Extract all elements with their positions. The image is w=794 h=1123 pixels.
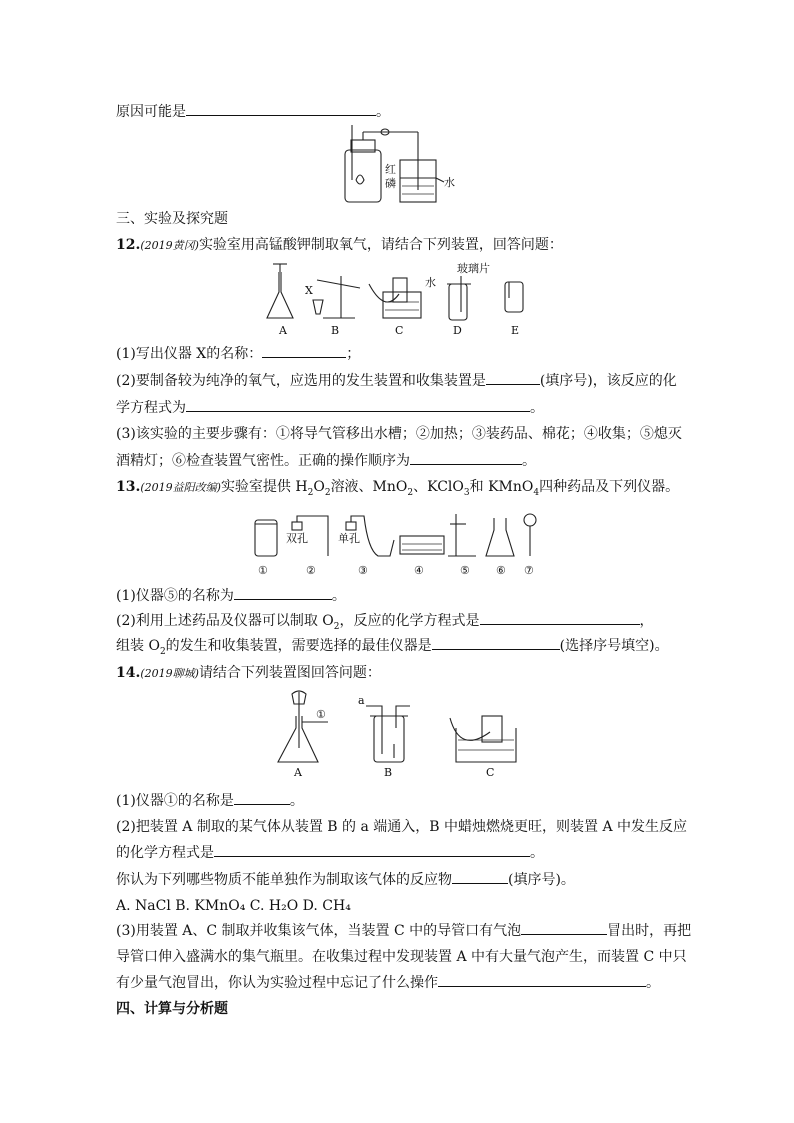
label-circle-1: ①	[316, 708, 326, 721]
answer-blank[interactable]	[521, 922, 607, 935]
question-12-stem: 12.(2019黄冈)实验室用高锰酸钾制取氧气，请结合下列装置，回答问题：	[116, 237, 563, 253]
q12-part3-line1: (3)该实验的主要步骤有：①将导气管移出水槽；②加热；③装药品、棉花；④收集；⑤熄灭	[116, 426, 682, 442]
answer-blank[interactable]	[452, 871, 508, 884]
label-a: A	[279, 324, 287, 337]
label-single-hole: 单孔	[338, 532, 360, 545]
label-4: ④	[414, 564, 424, 577]
label-a: A	[294, 766, 302, 779]
label-double-hole: 双孔	[286, 532, 308, 545]
question-14-stem: 14.(2019聊城)请结合下列装置图回答问题：	[116, 665, 381, 681]
question-number: 13.	[116, 479, 141, 495]
question-number: 14.	[116, 665, 141, 681]
q14-part3-line2: 导管口伸入盛满水的集气瓶里。在收集过程中发现装置 A 中有大量气泡产生，而装置 C 中只	[116, 949, 687, 965]
q14-part3-line1: (3)用装置 A、C 制取并收集该气体，当装置 C 中的导管口有气泡 冒出时，再把	[116, 923, 692, 939]
answer-blank[interactable]	[234, 792, 290, 805]
label-7: ⑦	[524, 564, 534, 577]
label-6: ⑥	[496, 564, 506, 577]
label-x: X	[305, 284, 313, 297]
question-source: (2019黄冈)	[140, 239, 199, 252]
question-number: 12.	[116, 237, 141, 253]
q14-part1: (1)仪器①的名称是 。	[116, 793, 304, 809]
label-water: 水	[444, 176, 455, 189]
q12-part2-line2: 学方程式为 。	[116, 400, 544, 416]
label-a-port: a	[358, 694, 365, 707]
section-heading-4: 四、计算与分析题	[116, 1001, 228, 1017]
label-b: B	[384, 766, 393, 779]
answer-blank[interactable]	[186, 399, 530, 412]
answer-blank[interactable]	[486, 372, 540, 385]
label-1: ①	[258, 564, 268, 577]
answer-blank[interactable]	[262, 345, 346, 358]
q14-part2-line1: (2)把装置 A 制取的某气体从装置 B 的 a 端通入，B 中蜡烛燃烧更旺，则装置 A 中发生反应	[116, 819, 688, 835]
label-b: B	[331, 324, 340, 337]
label-phosphorus: 磷	[385, 177, 396, 190]
q14-part2-line2: 的化学方程式是 。	[116, 845, 544, 861]
q14-apparatus-figure	[270, 688, 530, 780]
label-red: 红	[385, 163, 396, 176]
question-source: (2019益阳改编)	[140, 481, 221, 494]
section-heading-3: 三、实验及探究题	[116, 211, 228, 227]
q12-part1: (1)写出仪器 X的名称： ；	[116, 346, 361, 362]
answer-blank[interactable]	[234, 587, 332, 600]
answer-blank[interactable]	[438, 974, 646, 987]
label-3: ③	[358, 564, 368, 577]
question-source: (2019聊城)	[140, 667, 199, 680]
q13-part2-line1: (2)利用上述药品及仪器可以制取 $O_2$，反应的化学方程式是 ，	[116, 613, 654, 632]
q12-apparatus-figure	[265, 262, 535, 340]
answer-blank[interactable]	[410, 452, 522, 465]
q13-part2-line2: 组装 $O_2$的发生和收集装置，需要选择的最佳仪器是 (选择序号填空)。	[116, 638, 669, 657]
red-phosphorus-apparatus-figure	[340, 120, 460, 210]
question-13-stem: 13.(2019益阳改编)实验室提供 $H_2O_2$溶液、MnO$_2$、KClO$_3$和 KMnO$_4$四种药品及下列仪器。	[116, 479, 680, 498]
label-water: 水	[425, 276, 436, 289]
q13-part1: (1)仪器⑤的名称为 。	[116, 588, 346, 604]
q12-part3-line2: 酒精灯；⑥检查装置气密性。正确的操作顺序为 。	[116, 453, 536, 469]
q13-instruments-figure	[250, 510, 550, 580]
label-d: D	[453, 324, 462, 337]
q14-options: A. NaCl B. KMnO₄ C. H₂O D. CH₄	[116, 898, 351, 914]
label-glass-plate: 玻璃片	[457, 262, 490, 275]
label-e: E	[511, 324, 520, 337]
q14-part2-line3: 你认为下列哪些物质不能单独作为制取该气体的反应物 (填序号)。	[116, 872, 575, 888]
answer-blank[interactable]	[186, 103, 376, 116]
answer-line-reason: 原因可能是 。	[116, 104, 390, 120]
answer-blank[interactable]	[432, 637, 560, 650]
label-5: ⑤	[460, 564, 470, 577]
answer-blank[interactable]	[214, 844, 530, 857]
q14-part3-line3: 有少量气泡冒出，你认为实验过程中忘记了什么操作 。	[116, 975, 660, 991]
answer-blank[interactable]	[480, 612, 640, 625]
label-c: C	[486, 766, 495, 779]
label-c: C	[395, 324, 404, 337]
q12-part2-line1: (2)要制备较为纯净的氧气，应选用的发生装置和收集装置是 (填序号)，该反应的化	[116, 373, 677, 389]
label-2: ②	[306, 564, 316, 577]
